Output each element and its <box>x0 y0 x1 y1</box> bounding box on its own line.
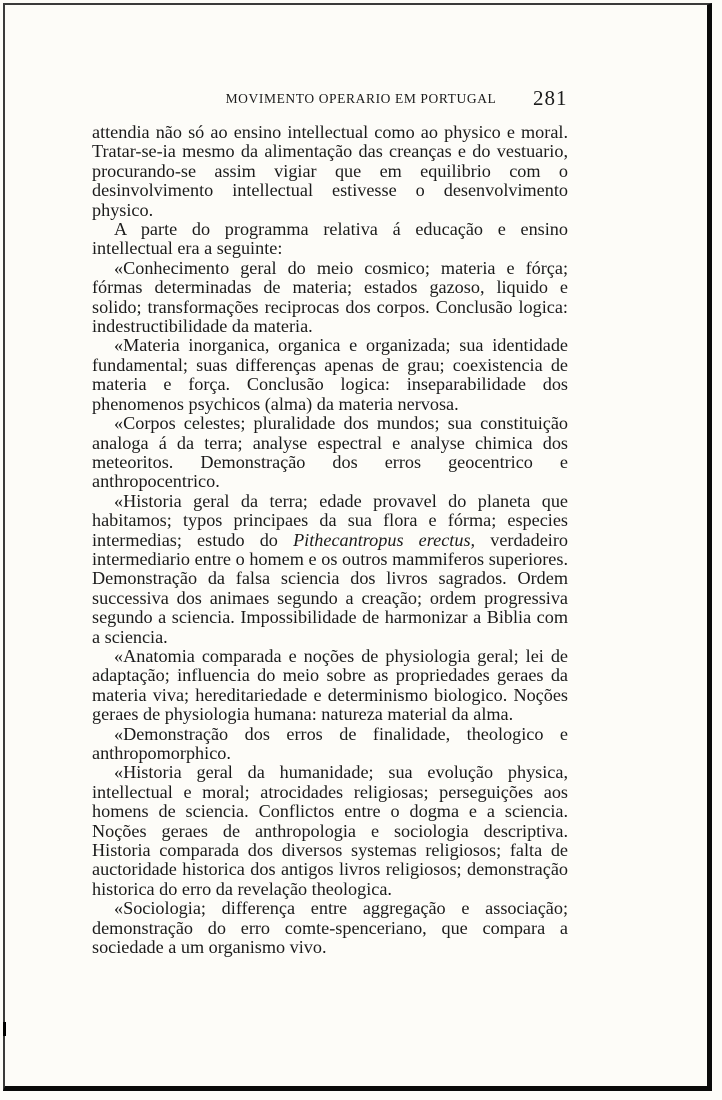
margin-mark <box>3 1022 6 1036</box>
paragraph-programme-intro: A parte do programma relativa á educação e ensino intellectual era a seguinte: <box>92 219 568 259</box>
paragraph-anatomy: «Anatomia comparada e noções de physiologia geral; lei de adaptação; influencia do meio sobre as propriedades geraes da materia viva; hereditariedade e determinismo biologico. Noções geraes de physiologia humana: natureza material da alma. <box>92 645 568 725</box>
paragraph-humanity-history: «Historia geral da humanidade; sua evolução physica, intellectual e moral; atrocidades religiosas; perseguições aos homens de sciencia. Conflictos entre o dogma e a sciencia. Noções geraes de anthropologia e sociologia descriptiva. Historia comparada dos diversos systemas religiosos; falta de auctoridade historica dos antigos livros religiosos; demonstração historica do erro da revelação theologica. <box>92 762 568 899</box>
running-title: MOVIMENTO OPERARIO EM PORTUGAL <box>225 91 497 106</box>
paragraph-finality-errors: «Demonstração dos erros de finalidade, theologico e anthropomorphico. <box>92 723 568 763</box>
paragraph-matter: «Materia inorganica, organica e organizada; sua identidade fundamental; suas differenças apenas de grau; coexistencia de materia e força. Conclusão logica: inseparabilidade dos phenomenos psychicos (alma) da materia nervosa. <box>92 335 568 414</box>
paragraph-cosmic-knowledge: «Conhecimento geral do meio cosmico; materia e fórça; fórmas determinadas de materia; estados gazoso, liquido e solido; transformações reciprocas dos corpos. Conclusão logica: indestructibilidade da materia. <box>92 257 568 337</box>
page-number: 281 <box>533 86 568 110</box>
running-head <box>0 88 722 112</box>
paragraph-celestial-bodies: «Corpos celestes; pluralidade dos mundos; sua constituição analoga á da terra; analyse espectral e analyse chimica dos meteoritos. Demonstração dos erros geocentrico e anthropocentrico. <box>92 413 568 492</box>
paragraph-sociology: «Sociologia; differença entre aggregação e associação; demonstração do erro comte-spenceriano, que compara a sociedade a um organismo vivo. <box>92 898 568 958</box>
body-text <box>92 123 568 957</box>
paragraph-earth-history <box>92 492 568 647</box>
paragraph-continuation: attendia não só ao ensino intellectual como ao physico e moral. Tratar-se-ia mesmo da alimentação das creanças e do vestuario, procurando-se assim vigiar que em equilibrio com o desinvolvimento intellectual estivesse o desenvolvimento physico. <box>92 122 568 220</box>
earth-history-text-end: verdadeiro intermediario entre o homem e os outros mammiferos superiores. Demonstração da falsa sciencia dos livros sagrados. Ordem successiva dos animaes segundo a creação; ordem progressiva segundo a sciencia. Impossibilidade de harmonizar a Biblia com a sciencia. <box>92 529 568 647</box>
earth-history-text-start: «Historia geral da terra; edade provavel do planeta que habitamos; typos principaes da sua flora e fórma; especies intermedias; estudo do <box>92 490 568 550</box>
species-name-italic: Pithecantropus erectus, <box>293 529 476 550</box>
